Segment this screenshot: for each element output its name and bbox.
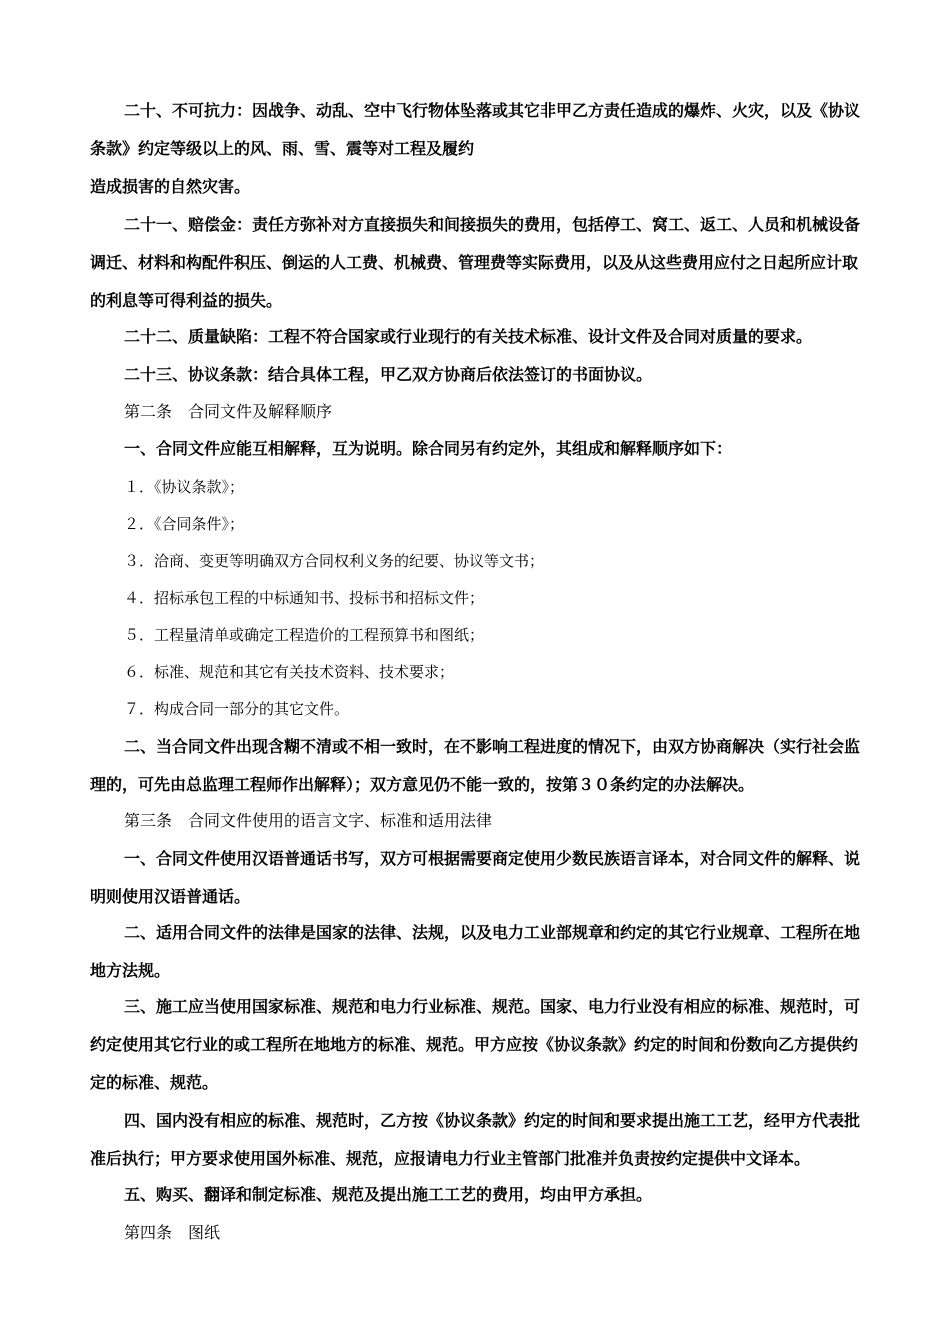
list-item: ４．招标承包工程的中标通知书、投标书和招标文件；: [124, 589, 485, 607]
clause-23: 二十三、协议条款：结合具体工程，甲乙双方协商后依法签订的书面协议。: [124, 365, 653, 384]
clause-20-line2: 条款》约定等级以上的风、雨、雪、震等对工程及履约: [90, 139, 475, 158]
list-item: ６．标准、规范和其它有关技术资料、技术要求；: [124, 663, 455, 681]
list-item: ３．洽商、变更等明确双方合同权利义务的纪要、协议等文书；: [124, 552, 545, 570]
article-2-para-2: 二、当合同文件出现含糊不清或不相一致时，在不影响工程进度的情况下，由双方协商解决（实行社会监理的，可先由总监理工程师作出解释）；双方意见仍不能一致的，按第３０条约定的办法解决。: [90, 737, 861, 794]
article-3-para-1: 一、合同文件使用汉语普通话书写，双方可根据需要商定使用少数民族语言译本，对合同文件的解释、说明则使用汉语普通话。: [90, 849, 861, 906]
list-item: ２．《合同条件》；: [124, 515, 245, 533]
article-3-para-2: 二、适用合同文件的法律是国家的法律、法规，以及电力工业部规章和约定的其它行业规章、工程所在地地方法规。: [90, 923, 861, 980]
list-item: ７．构成合同一部分的其它文件。: [124, 700, 350, 718]
article-3-heading: 第三条 合同文件使用的语言文字、标准和适用法律: [124, 811, 493, 830]
article-3-para-5: 五、购买、翻译和制定标准、规范及提出施工工艺的费用，均由甲方承担。: [124, 1185, 653, 1204]
clause-20-line3: 造成损害的自然灾害。: [90, 177, 251, 196]
clause-22: 二十二、质量缺陷：工程不符合国家或行业现行的有关技术标准、设计文件及合同对质量的要求。: [124, 327, 813, 346]
article-2-heading: 第二条 合同文件及解释顺序: [124, 402, 333, 421]
clause-20-line1: 二十、不可抗力：因战争、动乱、空中飞行物体坠落或其它非甲乙方责任造成的爆炸、火灾，以及《协议: [124, 101, 861, 120]
article-2-para-1: 一、合同文件应能互相解释，互为说明。除合同另有约定外，其组成和解释顺序如下：: [124, 439, 733, 458]
clause-21: 二十一、赔偿金：责任方弥补对方直接损失和间接损失的费用，包括停工、窝工、返工、人员和机械设备调迁、材料和构配件积压、倒运的人工费、机械费、管理费等实际费用，以及从这些费用应付之日起所应计取的利息等可得利益的损失。: [90, 215, 861, 310]
list-item: １．《协议条款》；: [124, 478, 245, 496]
article-3-para-4: 四、国内没有相应的标准、规范时，乙方按《协议条款》约定的时间和要求提出施工工艺，经甲方代表批准后执行；甲方要求使用国外标准、规范，应报请电力行业主管部门批准并负责按约定提供中文译本。: [90, 1111, 861, 1168]
list-item: ５．工程量清单或确定工程造价的工程预算书和图纸；: [124, 626, 485, 644]
article-3-para-3: 三、施工应当使用国家标准、规范和电力行业标准、规范。国家、电力行业没有相应的标准、规范时，可约定使用其它行业的或工程所在地地方的标准、规范。甲方应按《协议条款》约定的时间和份数向乙方提供约定的标准、规范。: [90, 997, 861, 1092]
article-4-heading: 第四条 图纸: [124, 1223, 221, 1242]
